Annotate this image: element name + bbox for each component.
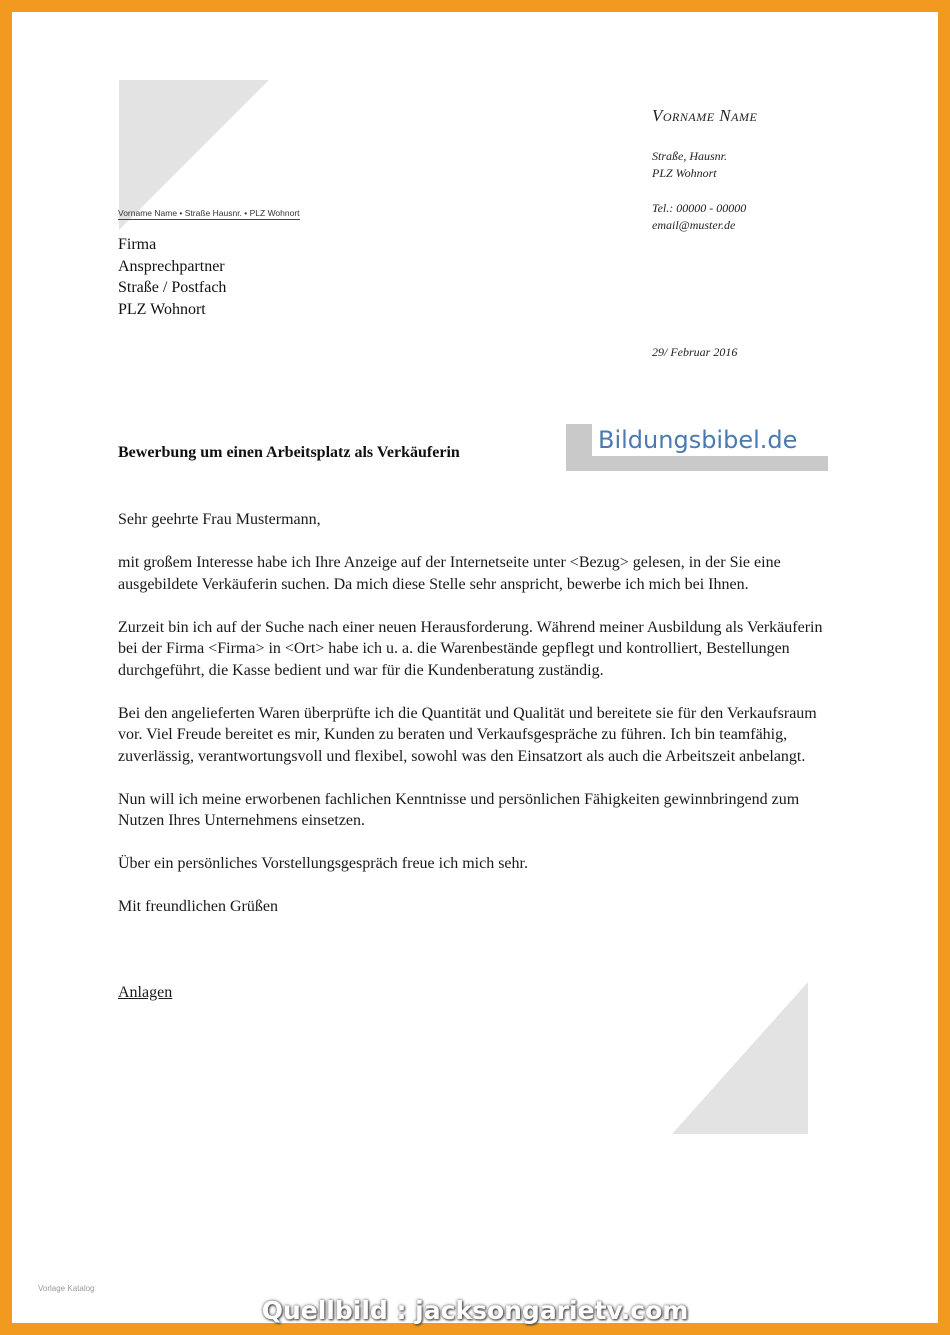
recipient-contact: Ansprechpartner <box>118 257 225 275</box>
sender-city: PLZ Wohnort <box>652 166 717 180</box>
recipient-company: Firma <box>118 236 157 253</box>
sender-block <box>652 106 912 234</box>
recipient-block <box>118 234 226 320</box>
recipient-city: PLZ Wohnort <box>118 300 206 318</box>
letter-paragraph-5: Über ein persönliches Vorstellungsgespräch freue ich mich sehr. <box>118 855 528 872</box>
source-watermark: Quellbild : jacksongarietv.com <box>261 1296 689 1325</box>
letter-date: 29/ Februar 2016 <box>652 345 738 359</box>
logo-bar-horizontal <box>566 456 828 471</box>
letter-page <box>12 12 938 1323</box>
letter-closing: Mit freundlichen Grüßen <box>118 898 278 915</box>
letter-subject: Bewerbung um einen Arbeitsplatz als Verkäuferin <box>118 444 460 461</box>
letter-body <box>118 509 830 1025</box>
letter-greeting: Sehr geehrte Frau Mustermann, <box>118 511 321 528</box>
letter-paragraph-4: Nun will ich meine erworbenen fachlichen Kenntnisse und persönlichen Fähigkeiten gewinnbringend zum Nutzen Ihres Unternehmens einsetzen. <box>118 790 800 829</box>
sender-email: email@muster.de <box>652 218 736 232</box>
sender-street: Straße, Hausnr. <box>652 149 728 163</box>
sender-phone: Tel.: 00000 - 00000 <box>652 201 747 215</box>
bildungsbibel-logo <box>566 424 828 471</box>
letter-paragraph-3: Bei den angelieferten Waren überprüfte ich die Quantität und Qualität und bereitete sie für den Verkaufsraum vor. Viel Freude bereitet es mir, Kunden zu beraten und Verkaufsgespräche zu führen. Ich bin teamfähig, zuverlässig, verantwortungsvoll und flexibel, sowohl was den Einsatzort als auch die Arbeitszeit anbelangt. <box>118 704 817 765</box>
letter-paragraph-1: mit großem Interesse habe ich Ihre Anzeige auf der Internetseite unter <Bezug> gelesen, in der Sie eine ausgebildete Verkäuferin suchen. Da mich diese Stelle sehr anspricht, bewerbe ich mich bei Ihnen. <box>118 554 781 593</box>
recipient-street: Straße / Postfach <box>118 279 227 296</box>
logo-text: Bildungsbibel.de <box>598 426 798 454</box>
corner-note: Vorlage Katalog <box>38 1284 95 1293</box>
sender-name: Vorname Name <box>652 106 758 125</box>
letter-paragraph-2: Zurzeit bin ich auf der Suche nach einer neuen Herausforderung. Während meiner Ausbildung als Verkäuferin bei der Firma <Firma> in <Ort> habe ich u. a. die Warenbestände gepflegt und kontrolliert, Bestellungen durchgeführt, die Kasse bedient und war für die Kundenberatung zuständig. <box>118 618 823 679</box>
letter-attachments: Anlagen <box>118 983 173 1001</box>
return-address-line: Vorname Name • Straße Hausnr. • PLZ Wohnort <box>118 208 300 218</box>
